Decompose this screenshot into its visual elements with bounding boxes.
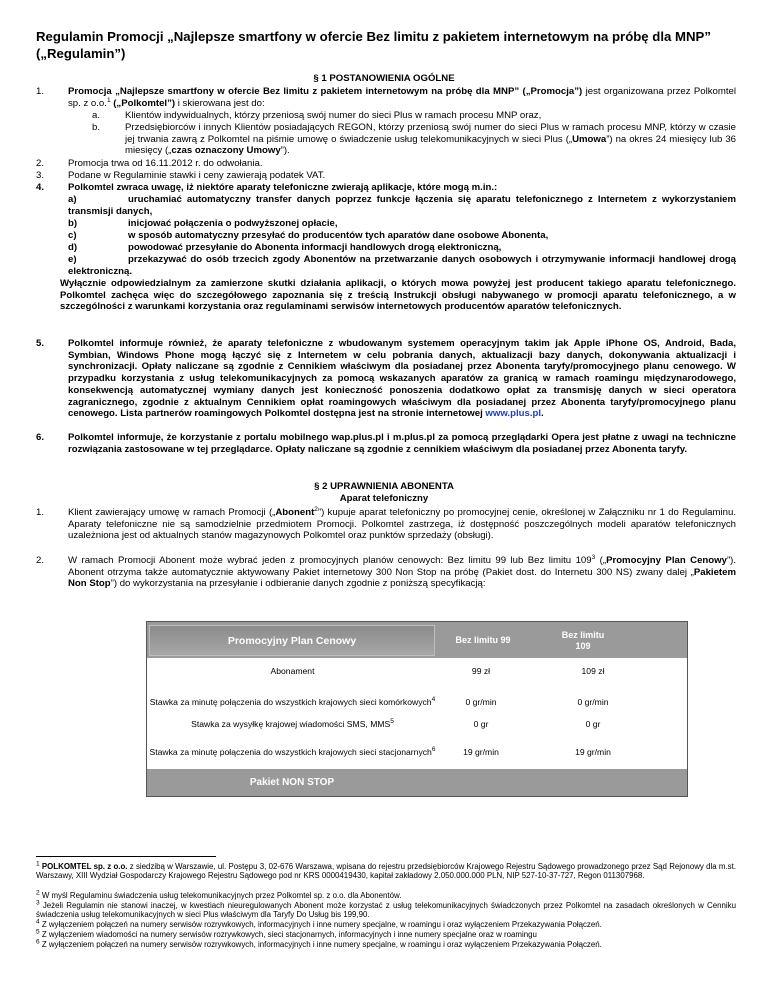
cell-value: 19 gr/min [463, 747, 499, 757]
cell-value: 99 zł [471, 666, 491, 676]
list-item-a: Klientów indywidualnych, którzy przeniosą swój numer do sieci Plus w ramach procesu MNP oraz, [125, 110, 542, 121]
term: Promocyjny Plan Cenowy [606, 555, 727, 566]
footnote-ref: 5 [390, 718, 394, 726]
paragraph-4-note: Wyłącznie odpowiedzialnym za zamierzone skutki działania aplikacji, o których mowa powyżej jest producent takiego aparatu telefonicznego. Polkomtel zachęca więc do szczegółowego zapoznania się z treścią Instrukcji obsługi nabywanego w promocji aparatu telefonicznego, a w szczególności z warunkami korzystania oraz regulaminami serwisów internetowych producentów aparatów telefonicznych. [60, 278, 736, 313]
paragraph-4: Polkomtel zwraca uwagę, iż niektóre aparaty telefoniczne zwierają aplikacje, które mogą m.in.: [68, 182, 498, 193]
footnote-4 [36, 920, 736, 929]
footnote-5 [36, 930, 736, 939]
list-item-4e: przekazywać do osób trzecich zgody Abonentów na przetwarzanie danych osobowych i otrzymywanie informacji handlowej drogą elektroniczną. [68, 254, 736, 277]
row-label-text: Stawka za minutę połączenia do wszystkich krajowych sieci komórkowych [149, 697, 432, 707]
row-label-text: Stawka za minutę połączenia do wszystkich krajowych sieci stacjonarnych [149, 747, 432, 757]
term: czas oznaczony Umowy [171, 145, 281, 157]
list-item-4c: w sposób automatyczny przesyłać do producentów tych aparatów dane osobowe Abonenta, [128, 230, 549, 241]
item-number: 3. [36, 170, 45, 181]
item-number: 4. [36, 182, 45, 193]
footnote-number: 1 [36, 860, 40, 868]
text: ”). Abonent otrzyma także automatycznie aktywowany Pakiet internetowy 300 Non Stop na próbę (Pakiet dost. do Internetu 300 NS) zwany dalej „ [68, 555, 736, 578]
footnote-number: 5 [36, 928, 40, 936]
text: W ramach Promocji Abonent może wybrać jeden z promocyjnych planów cenowych: Bez limitu 99 lub Bez limitu 109 [68, 555, 592, 566]
footnote-text: Z wyłączeniem połączeń na numery serwisów rozrywkowych, informacyjnych i inne numery specjalne, w roamingu i oraz wyłączeniem Przekazywania Połączeń. [39, 920, 602, 929]
item-number: 5. [36, 338, 45, 349]
list-item-4a: uruchamiać automatyczny transfer danych poprzez funkcje łączenia się aparatu telefonicznego z Internetem z wykorzystaniem transmisji danych, [68, 194, 736, 217]
footnote-number: 3 [36, 899, 40, 907]
term: Umowa [572, 133, 607, 145]
term: Abonent [275, 507, 315, 518]
footnote-ref: 2 [314, 505, 318, 513]
row-label-text: Stawka za wysyłkę krajowej wiadomości SMS, MMS [191, 719, 391, 729]
row-label [147, 747, 438, 757]
section-1-heading: § 1 POSTANOWIENIA OGÓLNE [313, 73, 455, 84]
row-label [147, 666, 438, 676]
text: Klient zawierający umowę w ramach Promocji („ [68, 507, 276, 518]
footnote-number: 4 [36, 918, 40, 926]
company-name: („Polkomtel”) [110, 97, 176, 109]
nonstop-package-row [147, 769, 687, 796]
row-label-text: Abonament [270, 666, 315, 676]
text: ”) do wykorzystania na przesyłanie i odbieranie danych zgodnie z poniższą specyfikacją: [110, 578, 486, 590]
table-header [147, 622, 687, 658]
section-2-heading: § 2 UPRAWNIENIA ABONENTA [314, 481, 454, 492]
paragraph-6: Polkomtel informuje, że korzystanie z portalu mobilnego wap.plus.pl i m.plus.pl za pomocą przeglądarki Opera jest płatne z uwagi na techniczne rozwiązania zastosowane w tej przeglądarce. Opłaty naliczane są zgodnie z cennikiem właściwym dla posiadanej przez Abonenta taryfy. [68, 432, 736, 455]
promo-name: Promocja „Najlepsze smartfony w ofercie Bez limitu z pakietem internetowym na próbę dla MNP” („Promocja”) [68, 86, 583, 97]
footnote-text: Z wyłączeniem połączeń na numery serwisów rozrywkowych, informacyjnych i inne numery specjalne, w roamingu i oraz wyłączeniem Przekazywania Połączeń. [39, 940, 602, 949]
footnote-1 [36, 862, 736, 881]
paragraph-2: Promocja trwa od 16.11.2012 r. do odwołania. [68, 158, 263, 169]
text: („ [595, 555, 607, 566]
footnote-text: Jeżeli Regulamin nie stanowi inaczej, w kwestiach nieuregulowanych Abonent może korzystać z usług telekomunikacyjnych świadczonych przez Polkomtel na zasadach określonych w Cenniku świadczenia usług telekomunikacyjnych w sieci Plus właściwym dla Taryfy Do Usług bis 199,90. [36, 901, 736, 920]
section-2-paragraph-2 [68, 555, 736, 590]
footnote-ref: 4 [431, 696, 436, 704]
list-label: e) [68, 254, 77, 265]
section-2-paragraph-1 [68, 507, 736, 542]
text: ”) kupuje aparat telefoniczny po promocyjnej cenie, określonej w Załączniku nr 1 do Regulaminu. Aparaty telefoniczne nie są samodzielnie przedmiotem Promocji. Polkomtel zastrzega, iż dostępność poszczególnych modeli aparatów telefonicznych uzależniona jest od aktualnych stanów magazynowych Polkomtel oraz punktów sprzedaży (obsługi). [68, 507, 736, 542]
cell-value: 0 gr/min [465, 697, 497, 707]
column-header-99: Bez limitu 99 [455, 635, 511, 645]
paragraph-1 [68, 86, 736, 109]
item-number: 2. [36, 555, 45, 566]
list-label: d) [68, 242, 78, 253]
row-label [147, 719, 438, 729]
row-label [147, 697, 438, 707]
website-link[interactable]: www.plus.pl [485, 408, 542, 420]
section-2-subheading: Aparat telefoniczny [339, 493, 429, 504]
footnote-text: Z wyłączeniem wiadomości na numery serwisów rozrywkowych, sieci stacjonarnych, informacyjnych i inne numery specjalne oraz w roamingu [39, 930, 537, 939]
footnote-divider [36, 856, 216, 857]
footnote-2 [36, 891, 736, 900]
paragraph-3: Podane w Regulaminie stawki i ceny zawierają podatek VAT. [68, 170, 326, 181]
text: i skierowana jest do: [175, 97, 265, 109]
text: ”) na okres 24 miesięcy lub 36 miesięcy („ [125, 133, 737, 157]
list-label: a. [92, 110, 101, 121]
table-header-title: Promocyjny Plan Cenowy [149, 625, 435, 656]
paragraph-5 [68, 338, 736, 420]
footnote-6 [36, 940, 736, 949]
footnote-text: W myśl Regulaminu świadczenia usług telekomunikacyjnych przez Polkomtel sp. z o.o. dla Abonentów. [39, 891, 402, 900]
footnote-ref: 1 [106, 96, 111, 104]
list-label: b) [68, 218, 78, 229]
company-name: POLKOMTEL sp. z o.o. [41, 862, 128, 871]
nonstop-package-label: Pakiet NON STOP [249, 776, 335, 788]
footnote-number: 6 [36, 938, 40, 946]
text: ”). [280, 145, 290, 157]
item-number: 1. [36, 507, 45, 518]
footnote-number: 2 [36, 889, 40, 897]
list-label: c) [68, 230, 77, 241]
column-header-109: Bez limitu 109 [561, 629, 605, 651]
list-item-4d: powodować przesyłanie do Abonenta informacji handlowych drogą elektroniczną, [128, 242, 502, 253]
page-title: Regulamin Promocji „Najlepsze smartfony w ofercie Bez limitu z pakietem internetowym na próbę dla MNP” („Regulamin”) [36, 29, 711, 61]
text: Polkomtel informuje również, że aparaty telefoniczne z wbudowanym systemem operacyjnym takim jak Apple iPhone OS, Android, Bada, Symbian, Windows Phone mogą łączyć się z Internetem w celu pobrania danych, aktualizacji bazy danych, dokonywania aktualizacji i synchronizacji. Opłaty naliczane są zgodnie z Cennikiem właściwym dla posiadanej przez Abonenta taryfy/promocyjnego planu cenowego. W przypadku korzystania z usług telekomunikacyjnych za pomocą wskazanych aparatów za granicą w ramach roamingu międzynarodowego, konsekwencją automatycznej wymiany danych jest konieczność ponoszenia dodatkowo opłat za transmisję danych w sieci operatora zagranicznego, zgodnie z aktualnym Cennikiem opłat roamingowych właściwym dla posiadanej przez Abonenta taryfy/promocyjnego planu cenowego. Lista partnerów roamingowych Polkomtel dostępna jest na stronie internetowej [68, 338, 736, 420]
footnote-ref: 6 [431, 746, 436, 754]
item-number: 2. [36, 158, 45, 169]
cell-value: 19 gr/min [575, 747, 611, 757]
footnote-3 [36, 901, 736, 920]
list-label: a) [68, 194, 77, 205]
cell-value: 0 gr [473, 719, 489, 729]
footnote-text: z siedzibą w Warszawie, ul. Postępu 3, 02-676 Warszawa, wpisana do rejestru przedsiębiorców Krajowego Rejestru Sądowego prowadzonego przez Sąd Rejonowy dla m.st. Warszawy, XIII Wydział Gospodarczy Krajowego Rejestru Sądowego pod nr KRS 0000419430, kapitał zakładowy 2.050.000.000 PLN, NIP 527-10-37-727, Regon 011307968. [36, 862, 737, 881]
price-plan-table [146, 621, 688, 797]
item-number: 1. [36, 86, 45, 97]
term: Pakietem Non Stop [68, 566, 736, 590]
text: jest organizowana przez Polkomtel sp. z o.o. [68, 86, 736, 109]
footnote-ref: 3 [591, 553, 596, 561]
item-number: 6. [36, 432, 45, 443]
cell-value: 0 gr/min [577, 697, 609, 707]
cell-value: 0 gr [585, 719, 601, 729]
list-item-b [125, 122, 736, 157]
text: . [541, 408, 544, 420]
text: Przedsiębiorców i innych Klientów posiadających REGON, którzy przeniosą swój numer do sieci Plus w ramach procesu MNP, którzy w czasie jej trwania zawrą z Polkomtel na piśmie umowę o świadczenie usług telekomunikacyjnych w sieci Plus („ [125, 122, 736, 145]
list-item-4b: inicjować połączenia o podwyższonej opłacie, [128, 218, 338, 229]
list-label: b. [92, 122, 101, 133]
cell-value: 109 zł [581, 666, 605, 676]
